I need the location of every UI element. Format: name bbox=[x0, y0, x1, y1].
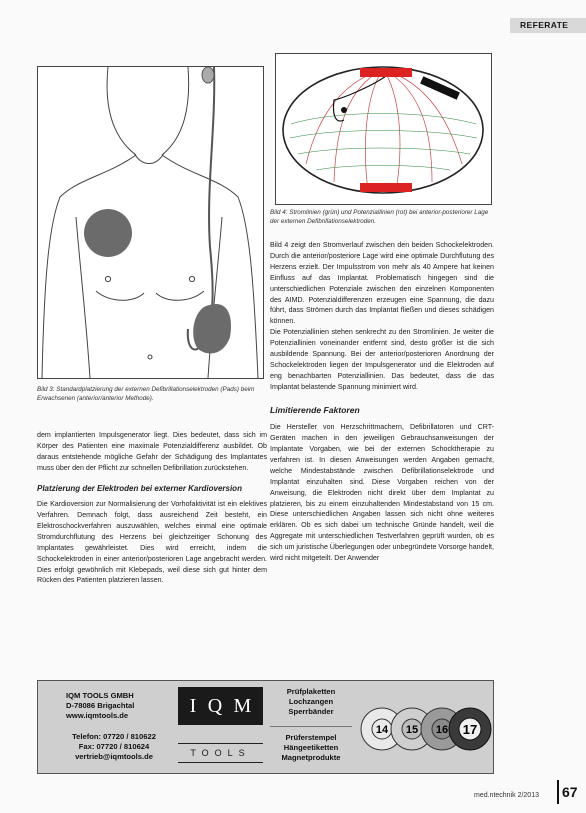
paragraph: Bild 4 zeigt den Stromverlauf zwischen den beiden Schockelektroden. Durch die anterior/posteriore Lage wird eine optimale Durchflutung des Herzens erzielt. Der Impulsstrom von mehr als 40 Ampere hat keinen Einfluss auf das Implantat. Problematisch hingegen sind die unterschiedlichen Potenziale zwischen den einzelnen Komponenten des AIMD. Potenzialdifferenzen erzeugen eine Spannung, die dazu führt, dass Strömen durch das Implantat fließen und dieses schädigen können. bbox=[270, 241, 494, 326]
product-item: Prüferstempel bbox=[285, 733, 337, 742]
ad-products-top bbox=[270, 687, 352, 718]
product-item: Hängeetiketten bbox=[283, 743, 339, 753]
section-heading: Platzierung der Elektroden bei externer Kardioversion bbox=[37, 483, 242, 493]
product-item: Magnetprodukte bbox=[281, 753, 341, 763]
section-heading: Limitierende Faktoren bbox=[270, 404, 360, 415]
iqm-logo bbox=[178, 687, 263, 771]
product-item: Prüfplaketten bbox=[286, 687, 336, 696]
figure-4-caption: Bild 4: Stromlinien (grün) und Potenziallinien (rot) bei anterior-posteriorer Lage der externen Defibrillationselektroden. bbox=[270, 209, 489, 226]
paragraph: dem implantierten Impulsgenerator liegt. Dies bedeutet, dass sich im Körper des Patienten eine maximale Potenzialdifferenz ausbildet. Ob daraus entstehende mögliche Gefahr der Schädigung des Implantates muss über den der Pflicht zur schnellen Defibrillation zurückstehen. bbox=[37, 431, 267, 472]
implant-icon bbox=[202, 67, 214, 83]
ad-email[interactable]: vertrieb@iqmtools.de bbox=[75, 752, 153, 762]
ad-company-name: IQM TOOLS GMBH bbox=[66, 691, 134, 700]
ad-divider bbox=[270, 726, 352, 727]
ad-products-bottom bbox=[270, 733, 352, 764]
product-item: Lochzangen bbox=[288, 697, 334, 707]
sticker-year: 15 bbox=[405, 724, 419, 736]
footer-rule bbox=[557, 780, 559, 804]
text-column-right bbox=[270, 240, 494, 564]
ad-address: D-78086 Brigachtal bbox=[66, 701, 135, 711]
posterior-electrode bbox=[360, 183, 412, 192]
logo-letter: M bbox=[233, 694, 252, 717]
ad-phone: Telefon: 07720 / 810622 bbox=[72, 732, 156, 741]
ad-fax: Fax: 07720 / 810624 bbox=[78, 742, 150, 752]
paragraph: Die Hersteller von Herzschrittmachern, Defibrillatoren und CRT-Geräten machen in den jeweiligen Gebrauchsanweisungen der Implantate Vorgaben, wie bei der externen Schocktherapie zu verfahren ist. In diesen Anweisungen werden Angaben gemacht, welche Mindestabstände zwischen Defibrillationselektrode und Implantat einzuhalten sind. Diese Vorgaben reichen von der Anweisung, die Elektroden nicht direkt über dem Implantat zu platzieren, bis zu einem einzuhaltenden Mindestabstand von 15 cm. Diese unterschiedlichen Angaben lassen sich nicht ohne weiteres erklären. Ob es sich dabei um technische Gründe handelt, weil die Aggregate mit unterschiedlichen Testverfahren geprüft wurden, ob es sich um juristische Überlegungen oder unbegründete Vorsorge handelt, wird nicht mitgeteilt. Der Anwender bbox=[270, 423, 494, 563]
field-lines-diagram bbox=[276, 54, 491, 204]
logo-tools: TOOLS bbox=[178, 743, 263, 763]
inspection-stickers-graphic bbox=[360, 685, 492, 771]
anterior-electrode bbox=[360, 68, 412, 77]
ad-website[interactable]: www.iqmtools.de bbox=[66, 711, 129, 721]
sticker-year: 14 bbox=[375, 724, 389, 736]
figure-field-lines bbox=[275, 53, 492, 205]
page-number: 67 bbox=[562, 784, 578, 800]
page-footer bbox=[474, 784, 578, 800]
product-item: Sperrbänder bbox=[288, 707, 334, 717]
logo-letter: I bbox=[189, 694, 197, 717]
figure-3-caption: Bild 3: Standardplatzierung der externen Defibrillationselektroden (Pads) beim Erwachsenen (anterior/anterior Methode). bbox=[37, 386, 255, 403]
figure-torso-electrodes bbox=[37, 66, 264, 379]
journal-name: med.ntechnik 2/2013 bbox=[474, 792, 539, 799]
ad-company-block bbox=[66, 691, 174, 722]
logo-letters bbox=[178, 687, 263, 725]
electrode-pad-left bbox=[193, 304, 231, 353]
paragraph: Die Kardioversion zur Normalisierung der Vorhofaktivität ist ein elektives Verfahren. Demnach folgt, dass ausreichend Zeit besteht, ein Elektroschockverfahren auszuwählen, welches einmal eine optimale Stromdurchflutung des Herzens bei gleichzeitiger Schonung des Implantates gewährleistet. Dies wird erreicht, indem die Schockelektroden in einer anterior/posterioren Lage angebracht werden. Dies erfolgt gewöhnlich mit Klebepads, weil diese sich gut hinter dem Rücken des Patienten platzieren lassen. bbox=[37, 500, 267, 585]
sticker-year: 16 bbox=[435, 724, 449, 736]
section-tag: REFERATE bbox=[510, 18, 586, 33]
paragraph: Die Potenziallinien stehen senkrecht zu den Stromlinien. Je weiter die Potenziallinien voneinander entfernt sind, desto größer ist die sich ausbildende Spannung. Bei der anterior/posterioren Anordnung der Schockelektroden liegen der Impulsgenerator und die Elektroden auf eng benachbarten Potenziallinien. Das bedeutet, dass die das Implantat belastende Spannung minimiert wird. bbox=[270, 328, 494, 391]
sticker-year: 17 bbox=[462, 722, 478, 737]
torso-illustration bbox=[38, 67, 263, 378]
ad-contact-block bbox=[50, 732, 178, 763]
logo-letter: Q bbox=[207, 694, 223, 717]
inspection-stickers bbox=[360, 685, 492, 771]
text-column-left bbox=[37, 430, 267, 586]
advertisement-iqm-tools bbox=[37, 680, 494, 774]
electrode-pad-right bbox=[84, 209, 132, 257]
